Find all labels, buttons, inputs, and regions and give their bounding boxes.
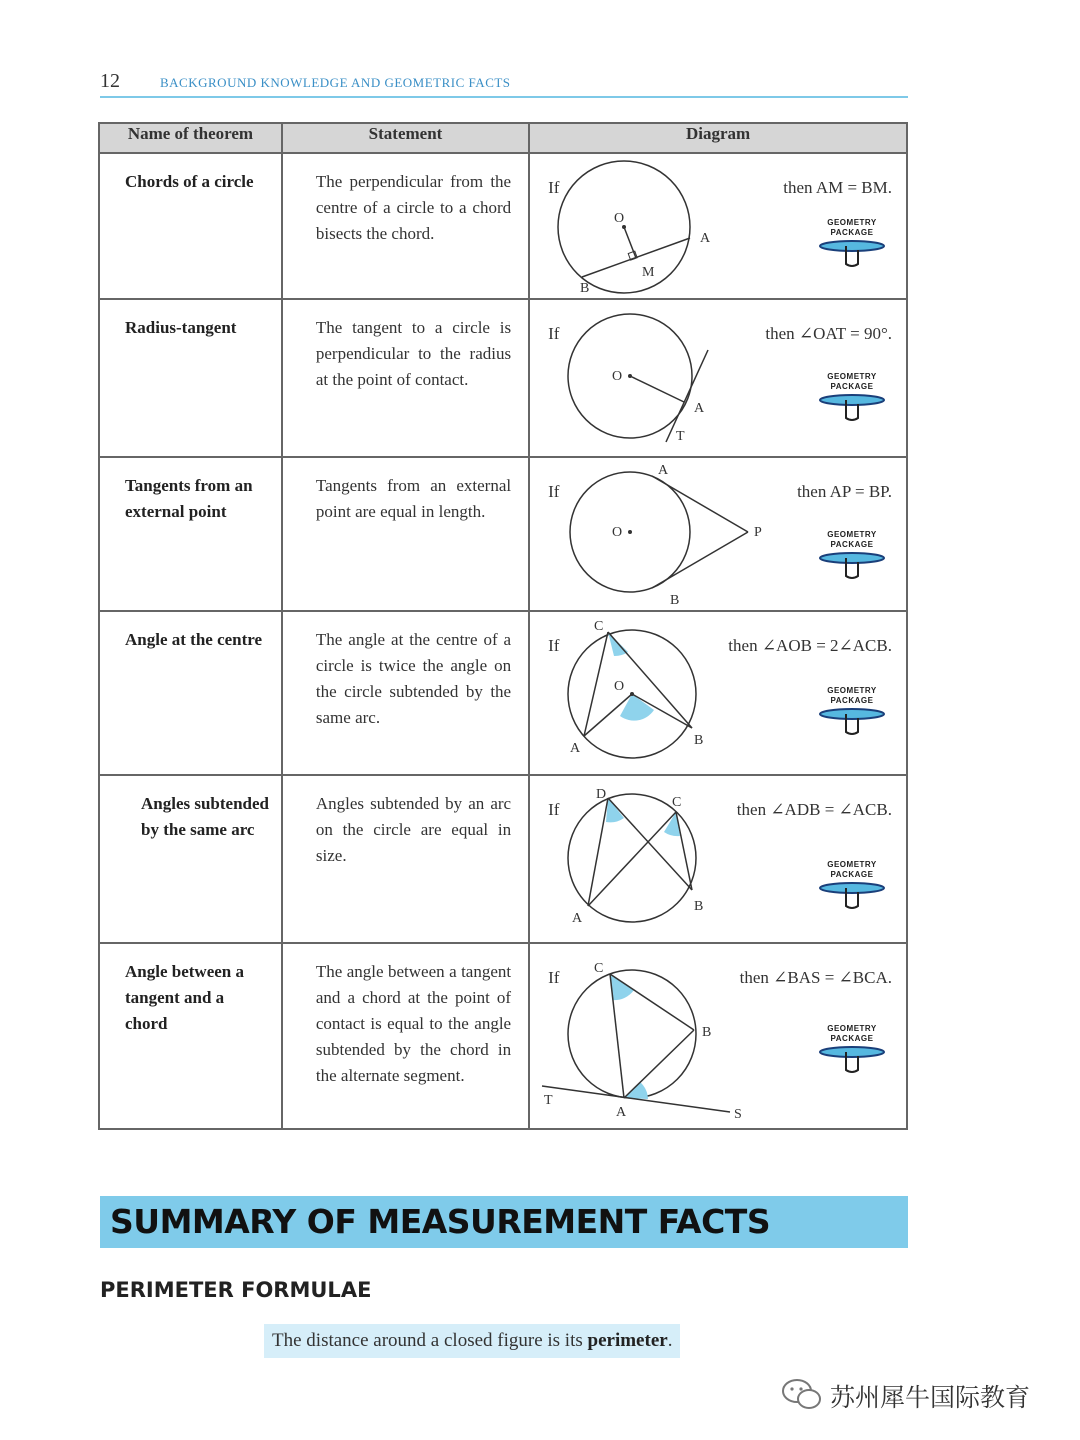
diagram-cell	[529, 775, 907, 943]
label-A: A	[616, 1105, 627, 1120]
col-header-name: Name of theorem	[99, 123, 282, 153]
diagram-cell	[529, 457, 907, 611]
page-number: 12	[100, 70, 120, 92]
geometry-package-badge: GEOMETRY PACKAGE	[814, 686, 890, 742]
geometry-package-badge: GEOMETRY PACKAGE	[814, 860, 890, 916]
if-label: If	[548, 482, 560, 501]
label-A: A	[694, 401, 705, 416]
theorem-name: Angles subtended by the same arc	[141, 794, 270, 839]
label-B: B	[580, 281, 590, 296]
label-C: C	[594, 961, 604, 976]
definition-term: perimeter	[587, 1330, 668, 1351]
watermark-text: 苏州犀牛国际教育	[830, 1383, 1031, 1412]
theorem-statement: Angles subtended by an arc on the circle are equal in size.	[315, 794, 512, 865]
label-A: A	[570, 741, 581, 756]
table-row	[99, 775, 907, 943]
theorem-name: Angle between a tangent and a chord	[125, 962, 244, 1033]
geometry-package-badge: GEOMETRY PACKAGE	[814, 1024, 890, 1080]
table-row	[99, 611, 907, 775]
section-banner	[100, 1196, 908, 1248]
table-header-row	[99, 123, 907, 153]
col-header-diagram: Diagram	[529, 123, 907, 153]
table-row	[99, 153, 907, 299]
geometry-package-icon	[818, 1044, 886, 1078]
label-B: B	[702, 1025, 712, 1040]
if-label: If	[548, 178, 560, 197]
geometry-package-badge: GEOMETRY PACKAGE	[814, 530, 890, 586]
theorem-name: Chords of a circle	[125, 172, 254, 191]
theorem-statement: The angle between a tangent and a chord at the point of contact is equal to the angle subtended by the chord in the alternate segment.	[315, 962, 512, 1085]
wechat-icon	[780, 1374, 824, 1414]
theorem-statement: Tangents from an external point are equal in length.	[315, 476, 512, 521]
label-D: D	[596, 787, 607, 802]
theorem-name: Angle at the centre	[125, 630, 263, 649]
label-O: O	[612, 369, 623, 384]
table-row	[99, 943, 907, 1129]
theorem-statement: The perpendicular from the centre of a circle to a chord bisects the chord.	[315, 172, 512, 243]
geometry-package-icon	[818, 550, 886, 584]
theorem-name: Radius-tangent	[125, 318, 237, 337]
diagram-cell	[529, 611, 907, 775]
label-P: P	[754, 525, 762, 540]
conclusion: then ∠OAT = 90°.	[765, 324, 892, 343]
section-title: SUMMARY OF MEASUREMENT FACTS	[110, 1202, 771, 1241]
if-label: If	[548, 968, 560, 987]
geometry-package-icon	[818, 880, 886, 914]
label-A: A	[700, 231, 711, 246]
label-T: T	[676, 429, 685, 444]
col-header-statement: Statement	[282, 123, 529, 153]
label-C: C	[594, 619, 604, 634]
definition-text: The distance around a closed figure is its	[272, 1330, 588, 1351]
running-title: BACKGROUND KNOWLEDGE AND GEOMETRIC FACTS	[160, 75, 511, 90]
theorem-statement: The angle at the centre of a circle is twice the angle on the circle subtended by the same arc.	[315, 630, 512, 727]
label-O: O	[614, 211, 625, 226]
label-O: O	[612, 525, 623, 540]
theorem-table	[98, 122, 908, 1130]
diagram-cell	[529, 943, 907, 1129]
if-label: If	[548, 800, 560, 819]
label-B: B	[694, 899, 704, 914]
if-label: If	[548, 324, 560, 343]
conclusion: then ∠ADB = ∠ACB.	[736, 800, 892, 819]
geometry-package-icon	[818, 706, 886, 740]
conclusion: then ∠BAS = ∠BCA.	[739, 968, 892, 987]
geometry-package-badge: GEOMETRY PACKAGE	[814, 372, 890, 428]
label-M: M	[642, 265, 655, 280]
theorem-statement: The tangent to a circle is perpendicular to the radius at the point of contact.	[315, 318, 512, 389]
label-A: A	[572, 911, 583, 926]
label-B: B	[694, 733, 704, 748]
diagram-cell	[529, 153, 907, 299]
geometry-package-badge: GEOMETRY PACKAGE	[814, 218, 890, 274]
conclusion: then ∠AOB = 2∠ACB.	[728, 636, 892, 655]
table-row	[99, 457, 907, 611]
diagram-cell	[529, 299, 907, 457]
geometry-package-icon	[818, 392, 886, 426]
definition-box	[264, 1324, 680, 1358]
label-B: B	[670, 593, 680, 608]
label-C: C	[672, 795, 682, 810]
conclusion: then AM = BM.	[783, 178, 892, 197]
subsection-title: PERIMETER FORMULAE	[100, 1278, 372, 1302]
label-T: T	[544, 1093, 553, 1108]
running-header	[100, 68, 908, 98]
label-S: S	[734, 1107, 742, 1122]
definition-end: .	[667, 1330, 673, 1351]
table-row	[99, 299, 907, 457]
geometry-package-icon	[818, 238, 886, 272]
conclusion: then AP = BP.	[797, 482, 892, 501]
label-A: A	[658, 463, 669, 478]
label-O: O	[614, 679, 625, 694]
theorem-name: Tangents from an external point	[125, 476, 253, 521]
watermark	[780, 1374, 1031, 1414]
if-label: If	[548, 636, 560, 655]
